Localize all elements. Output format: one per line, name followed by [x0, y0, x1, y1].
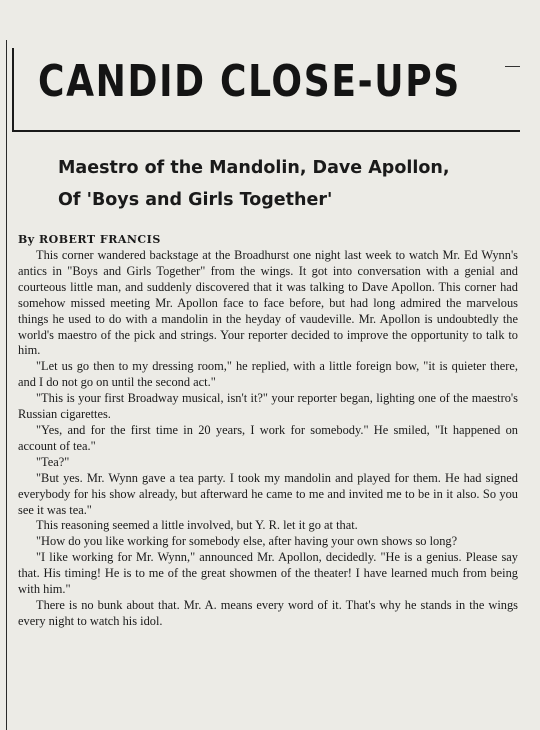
paragraph: "But yes. Mr. Wynn gave a tea party. I took my mandolin and played for them. He had signed everybody for his show already, but afterward he came to me and invited me to be in it also. So you see it was tea.": [18, 470, 518, 517]
article-headline: [58, 152, 498, 216]
paragraph: This corner wandered backstage at the Broadhurst one night last week to watch Mr. Ed Wynn's antics in "Boys and Girls Together" from the wings. It got into conversation with a genial and courteous little man, and suddenly discovered that it was talking to Dave Apollon. This corner had somehow missed meeting Mr. Apollon face to face before, but had long admired the marvelous things he used to do with a mandolin in the heyday of vaudeville. Mr. Apollon is undoubtedly the world's maestro of the pick and strings. Your reporter decided to improve the opportunity to talk to him.: [18, 248, 518, 358]
paragraph: There is no bunk about that. Mr. A. means every word of it. That's why he stands in the wings every night to watch his idol.: [18, 597, 518, 628]
header-rule-tick: [505, 66, 520, 67]
byline: By ROBERT FRANCIS: [18, 233, 161, 246]
column-title: CANDID CLOSE-UPS: [38, 56, 461, 107]
article-body: [18, 248, 518, 630]
paragraph: "How do you like working for somebody else, after having your own shows so long?: [36, 534, 458, 549]
column-rule: [6, 40, 7, 730]
headline-line-2: Of 'Boys and Girls Together': [58, 190, 333, 210]
headline-line-1: Maestro of the Mandolin, Dave Apollon,: [58, 158, 450, 178]
paragraph: "I like working for Mr. Wynn," announced Mr. Apollon, decidedly. "He is a genius. Please say that. His timing! He is to me of the great showmen of the theater! I have learned much from being with him.": [18, 550, 518, 597]
paragraph: "Yes, and for the first time in 20 years, I work for somebody." He smiled, "It happened on account of tea.": [18, 422, 518, 453]
paragraph: "Let us go then to my dressing room," he replied, with a little foreign bow, "it is quieter there, and I do not go on until the second act.": [18, 359, 518, 390]
paragraph: "This is your first Broadway musical, isn't it?" your reporter began, lighting one of the maestro's Russian cigarettes.: [18, 391, 518, 422]
paragraph: "Tea?": [36, 454, 70, 469]
paragraph: This reasoning seemed a little involved, but Y. R. let it go at that.: [36, 518, 358, 533]
